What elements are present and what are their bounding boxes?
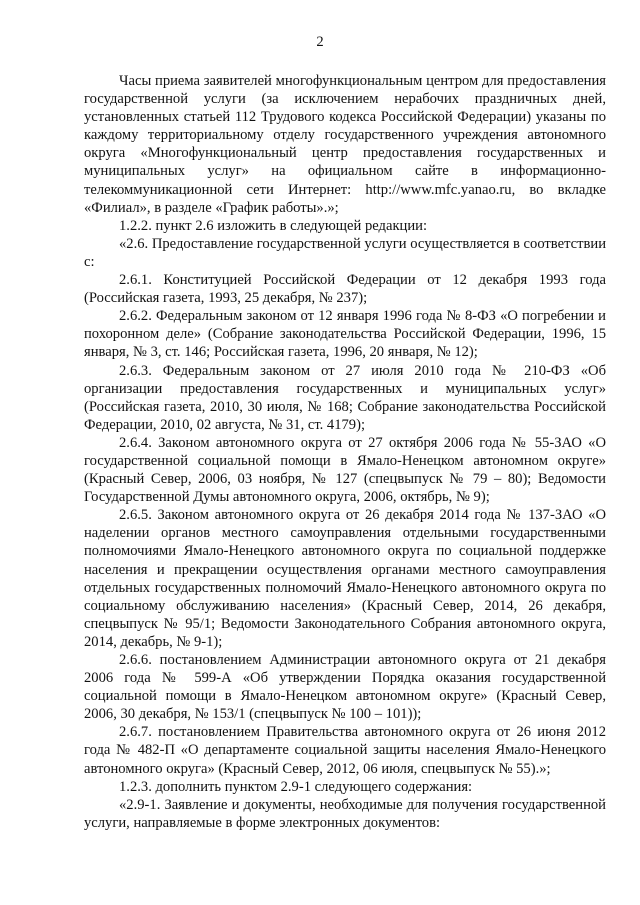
paragraph-1-2-2: 1.2.2. пункт 2.6 изложить в следующей редакции: [119, 217, 428, 234]
document-body [84, 72, 606, 832]
paragraph-2-6-3: 2.6.3. Федеральным законом от 27 июля 2010 года № 210-ФЗ «Об организации предоставления государственных и муниципальных услуг» (Российская газета, 2010, 30 июля, № 168; Собрание законодательства Российской Федерации, 2010, 02 августа, № 31, ст. 4179); [84, 362, 606, 433]
paragraph-2-6-5: 2.6.5. Законом автономного округа от 26 декабря 2014 года № 137-ЗАО «О наделении органов местного самоуправления отдельными государственными полномочиями Ямало-Ненецкого автономного округа по социальной поддержке населения и прекращении осуществления органами местного самоуправления отдельных государственных полномочий Ямало-Ненецкого автономного округа по социальному обслуживанию населения» (Красный Север, 2014, 26 декабря, спецвыпуск № 95/1; Ведомости Законодательного Собрания автономного округа, 2014, декабрь, № 9-1); [84, 507, 606, 650]
paragraph-2-6-4: 2.6.4. Законом автономного округа от 27 октября 2006 года № 55-ЗАО «О государственной социальной помощи в Ямало-Ненецком автономном округе» (Красный Север, 2006, 03 ноября, № 127 (спецвыпуск № 79 – 80); Ведомости Государственной Думы автономного округа, 2006, октябрь, № 9); [84, 434, 606, 506]
paragraph-2-6-7: 2.6.7. постановлением Правительства автономного округа от 26 июня 2012 года № 482-П «О департаменте социальной защиты населения Ямало-Ненецкого автономного округа» (Красный Север, 2012, 06 июля, спецвыпуск № 55).»; [84, 724, 606, 777]
paragraph-2-6: «2.6. Предоставление государственной услуги осуществляется в соответствии с: [84, 235, 606, 270]
paragraph-2-6-6: 2.6.6. постановлением Администрации автономного округа от 21 декабря 2006 года № 599-А «Об утверждении Порядка оказания государственной социальной помощи в Ямало-Ненецком автономном округе» (Красный Север, 2006, 30 декабря, № 153/1 (спецвыпуск № 100 – 101)); [84, 652, 606, 723]
paragraph-working-hours: Часы приема заявителей многофункциональным центром для предоставления государственной услуги (за исключением нерабочих праздничных дней, установленных статьей 112 Трудового кодекса Российской Федерации) указаны по каждому территориальному отделу государственного учреждения автономного округа «Многофункциональный центр предоставления государственных и муниципальных услуг» на официальном сайте в информационно-телекоммуникационной сети Интернет: http://www.mfc.yanao.ru, во вкладке «Филиал», в разделе «График работы».»; [84, 73, 606, 216]
paragraph-2-9-1: «2.9-1. Заявление и документы, необходимые для получения государственной услуги, направляемые в форме электронных документов: [84, 796, 606, 831]
paragraph-2-6-2: 2.6.2. Федеральным законом от 12 января 1996 года № 8-ФЗ «О погребении и похоронном деле» (Собрание законодательства Российской Федерации, 1996, 15 января, № 3, ст. 146; Российская газета, 1996, 20 января, № 12); [84, 308, 606, 361]
page-number: 2 [316, 34, 324, 50]
paragraph-1-2-3: 1.2.3. дополнить пунктом 2.9-1 следующего содержания: [119, 778, 473, 795]
paragraph-2-6-1: 2.6.1. Конституцией Российской Федерации от 12 декабря 1993 года (Российская газета, 1993, 25 декабря, № 237); [84, 272, 606, 307]
